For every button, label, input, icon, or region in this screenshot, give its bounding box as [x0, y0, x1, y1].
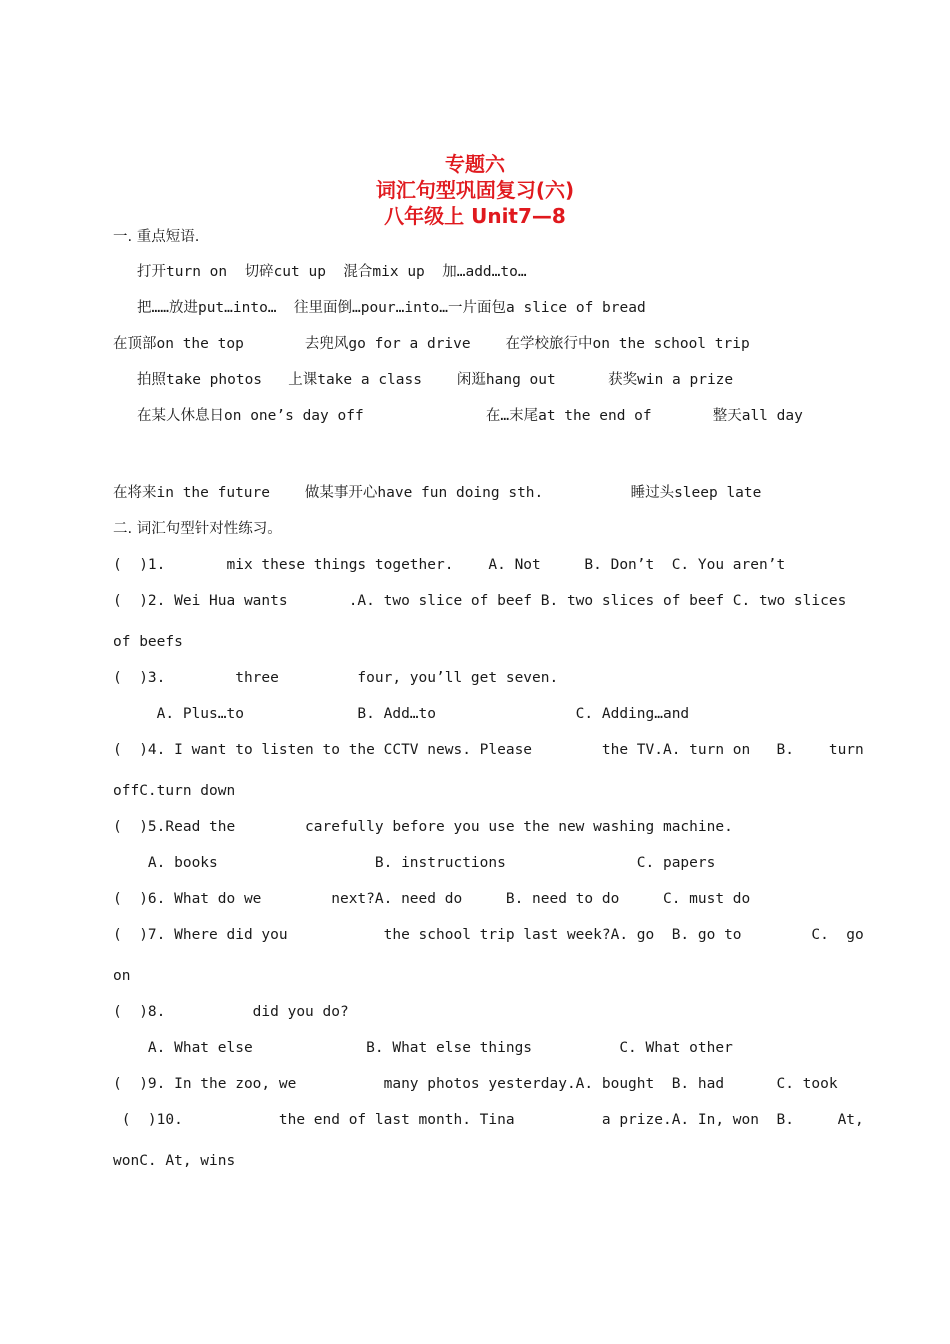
phrase-row: 拍照take photos 上课take a class 闲逛hang out 获奖win a prize [137, 372, 734, 388]
doc-title-main: 词汇句型巩固复习(六) [375, 178, 575, 202]
question-line: offC.turn down [113, 783, 236, 799]
phrase-row: 在顶部on the top 去兜风go for a drive 在学校旅行中on the school trip [113, 336, 750, 352]
question-line: on [113, 968, 131, 984]
section-heading-phrases: 一. 重点短语. [113, 229, 200, 245]
question-line: of beefs [113, 634, 183, 650]
question-line: ( )6. What do we next?A. need do B. need to do C. must do [113, 891, 751, 907]
question-options: A. What else B. What else things C. What other [113, 1040, 733, 1056]
question-line: ( )8. did you do? [113, 1004, 349, 1020]
question-options: A. Plus…to B. Add…to C. Adding…and [113, 706, 690, 722]
question-line: ( )7. Where did you the school trip last week?A. go B. go to C. go [113, 927, 864, 943]
question-line: ( )5.Read the carefully before you use the new washing machine. [113, 819, 733, 835]
question-line: ( )9. In the zoo, we many photos yesterday.A. bought B. had C. took [113, 1076, 838, 1092]
phrase-row: 把……放进put…into… 往里面倒…pour…into…一片面包a slice of bread [137, 300, 646, 316]
doc-title-unit: 八年级上 Unit7—8 [384, 204, 566, 228]
question-line: ( )10. the end of last month. Tina a prize.A. In, won B. At, [113, 1112, 864, 1128]
question-line: ( )4. I want to listen to the CCTV news. Please the TV.A. turn on B. turn [113, 742, 864, 758]
phrase-row: 打开turn on 切碎cut up 混合mix up 加…add…to… [137, 264, 527, 280]
phrase-row: 在将来in the future 做某事开心have fun doing sth. 睡过头sleep late [113, 485, 762, 501]
section-heading-exercises: 二. 词汇句型针对性练习。 [113, 521, 282, 537]
question-line: ( )1. mix these things together. A. Not B. Don’t C. You aren’t [113, 557, 786, 573]
question-line: ( )3. three four, you’ll get seven. [113, 670, 559, 686]
doc-title-topic: 专题六 [445, 152, 505, 176]
question-line: ( )2. Wei Hua wants .A. two slice of beef B. two slices of beef C. two slices [113, 593, 847, 609]
question-line: wonC. At, wins [113, 1153, 236, 1169]
phrase-row: 在某人休息日on one’s day off 在…末尾at the end of 整天all day [137, 408, 803, 424]
question-options: A. books B. instructions C. papers [113, 855, 716, 871]
